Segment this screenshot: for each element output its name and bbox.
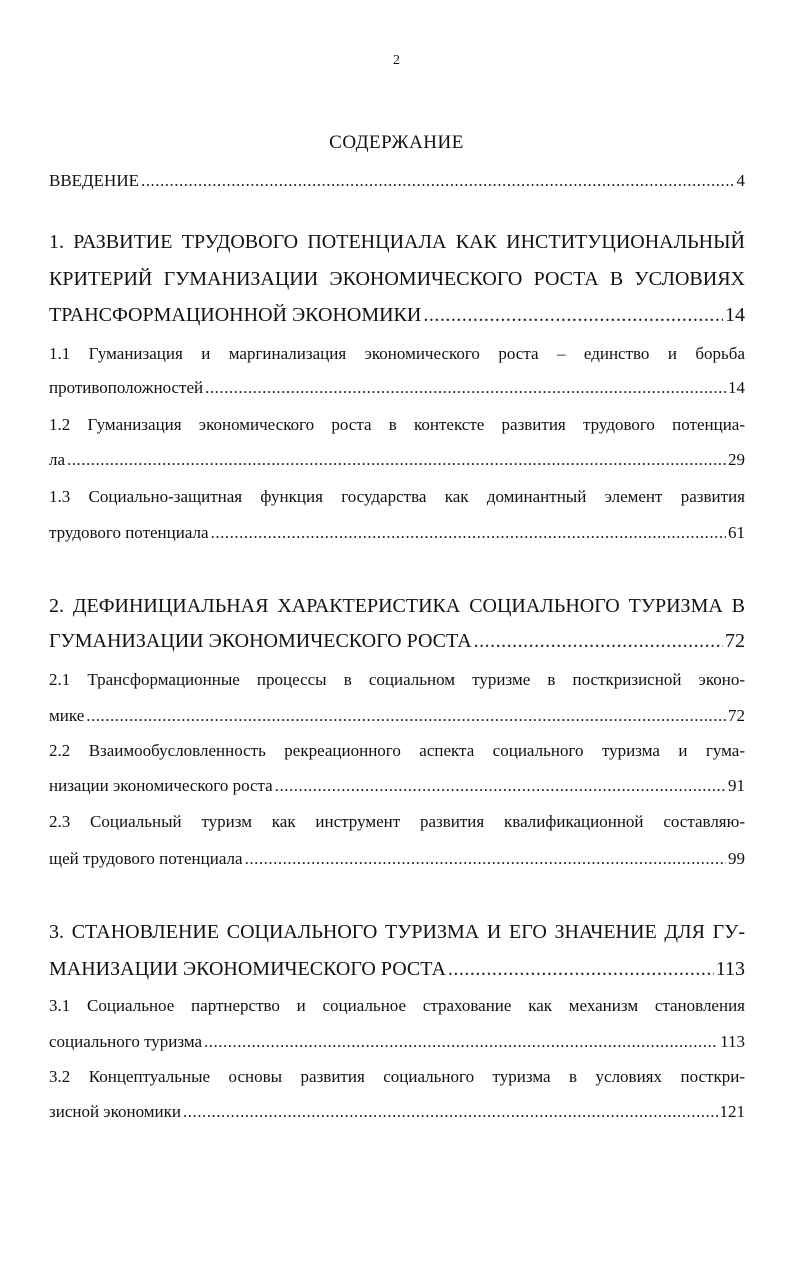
toc-page-number: 14 [725,304,745,326]
dot-leader [86,705,726,727]
toc-entry-section-3-2[interactable] [49,1101,745,1123]
toc-entry-section-1-3[interactable] [49,522,745,544]
dot-leader [474,628,723,654]
dot-leader [67,449,726,471]
toc-entry-text: противоположностей [49,378,204,397]
toc-page-number: 99 [728,849,745,868]
toc-entry-section-1-2[interactable] [49,449,745,471]
toc-entry-text: мике [49,706,85,725]
toc-entry-text: МАНИЗАЦИИ ЭКОНОМИЧЕСКОГО РОСТА [49,958,446,980]
toc-entry-section-1-1[interactable] [49,377,745,399]
toc-entry-text: ТРАНСФОРМАЦИОННОЙ ЭКОНОМИКИ [49,304,422,326]
chapter-2-heading-line-1: 2. ДЕФИНИЦИАЛЬНАЯ ХАРАКТЕРИСТИКА СОЦИАЛЬНОГО ТУРИЗМА В [49,595,745,617]
toc-entry-text: низации экономического роста [49,776,273,795]
toc-page-number: 14 [728,378,745,397]
chapter-3-heading-line-1: 3. СТАНОВЛЕНИЕ СОЦИАЛЬНОГО ТУРИЗМА И ЕГО ЗНАЧЕНИЕ ДЛЯ ГУ- [49,921,745,943]
section-1-2-line-1: 1.2 Гуманизация экономического роста в контексте развития трудового потенциа- [49,415,745,434]
toc-entry-text: ВВЕДЕНИЕ [49,171,139,190]
section-2-3-line-1: 2.3 Социальный туризм как инструмент развития квалификационной составляю- [49,812,745,831]
page-number: 2 [393,53,400,68]
toc-page-number: 29 [728,450,745,469]
toc-page-number: 72 [725,630,745,652]
dot-leader [423,302,723,328]
toc-entry-section-2-3[interactable] [49,848,745,870]
toc-entry-chapter-1[interactable] [49,302,745,328]
chapter-1-heading-line-1: 1. РАЗВИТИЕ ТРУДОВОГО ПОТЕНЦИАЛА КАК ИНСТИТУЦИОНАЛЬНЫЙ [49,231,745,253]
toc-entry-text: ГУМАНИЗАЦИИ ЭКОНОМИЧЕСКОГО РОСТА [49,630,472,652]
toc-entry-text: ла [49,450,66,469]
toc-entry-intro[interactable] [49,170,745,192]
toc-page-number: 61 [728,523,745,542]
toc-page-number: 4 [736,171,745,190]
section-3-1-line-1: 3.1 Социальное партнерство и социальное страхование как механизм становления [49,996,745,1015]
chapter-1-heading-line-2: КРИТЕРИЙ ГУМАНИЗАЦИИ ЭКОНОМИЧЕСКОГО РОСТА В УСЛОВИЯХ [49,268,745,290]
section-1-1-line-1: 1.1 Гуманизация и маргинализация экономического роста – единство и борьба [49,344,745,363]
dot-leader [448,956,714,982]
toc-page-number: 121 [719,1102,745,1121]
dot-leader [205,377,726,399]
toc-entry-section-2-1[interactable] [49,705,745,727]
toc-page-number: 113 [715,958,745,980]
section-2-2-line-1: 2.2 Взаимообусловленность рекреационного аспекта социального туризма и гума- [49,741,745,760]
toc-entry-text: щей трудового потенциала [49,849,243,868]
toc-entry-chapter-3[interactable] [49,956,745,982]
toc-page-number: 72 [728,706,745,725]
dot-leader [245,848,726,870]
section-3-2-line-1: 3.2 Концептуальные основы развития социального туризма в условиях посткри- [49,1067,745,1086]
dot-leader [211,522,726,544]
section-1-3-line-1: 1.3 Социально-защитная функция государства как доминантный элемент развития [49,487,745,506]
toc-entry-text: трудового потенциала [49,523,209,542]
toc-entry-chapter-2[interactable] [49,628,745,654]
toc-entry-section-3-1[interactable] [49,1031,745,1053]
toc-entry-text: социального туризма [49,1032,203,1051]
dot-leader [275,775,726,797]
dot-leader [183,1101,718,1123]
toc-entry-text: зисной экономики [49,1102,181,1121]
toc-page-number: 113 [720,1032,745,1051]
section-2-1-line-1: 2.1 Трансформационные процессы в социальном туризме в посткризисной эконо- [49,670,745,689]
toc-page-number: 91 [728,776,745,795]
toc-entry-section-2-2[interactable] [49,775,745,797]
dot-leader [141,170,735,192]
toc-title: СОДЕРЖАНИЕ [329,132,464,153]
dot-leader [204,1031,718,1053]
